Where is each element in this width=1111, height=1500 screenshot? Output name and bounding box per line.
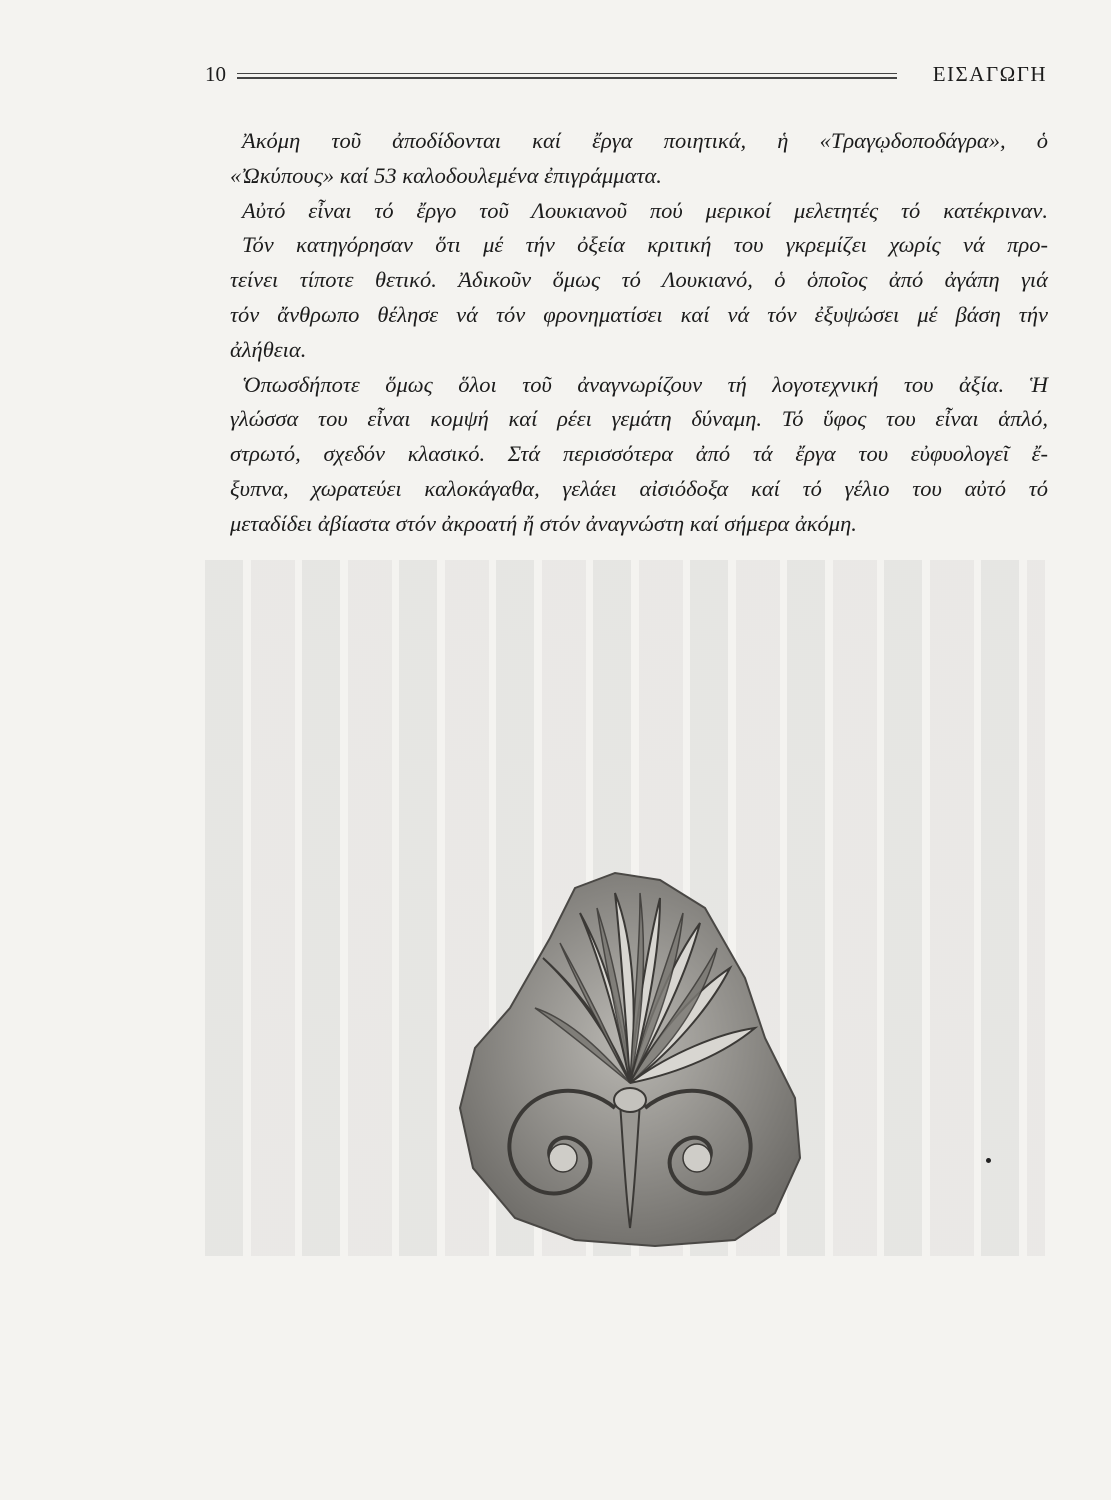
text-line: τείνει τίποτε θετικό. Ἀδικοῦν ὅμως τό Λουκιανό, ὁ ὁποῖος ἀπό ἀγάπη γιά — [230, 267, 1048, 293]
anthemion-palmette-icon — [455, 868, 805, 1248]
body-text — [230, 124, 1048, 542]
header-rule — [237, 73, 897, 79]
text-line: μεταδίδει ἀβίαστα στόν ἀκροατή ἤ στόν ἀναγνώστη καί σήμερα ἀκόμη. — [230, 510, 857, 536]
text-line: Ἀκόμη τοῦ ἀποδίδονται καί ἔργα ποιητικά, ἡ «Τραγῳδοποδάγρα», ὁ — [242, 128, 1048, 153]
text-line: στρωτό, σχεδόν κλασικό. Στά περισσότερα ἀπό τά ἔργα του εὐφυολογεῖ ἔ- — [230, 441, 1048, 467]
page-header — [205, 60, 1047, 90]
print-speck — [986, 1158, 991, 1163]
text-line: Αὐτό εἶναι τό ἔργο τοῦ Λουκιανοῦ πού μερικοί μελετητές τό κατέκριναν. — [242, 197, 1048, 223]
text-line: «Ὠκύπους» καί 53 καλοδουλεμένα ἐπιγράμματα. — [230, 162, 662, 188]
text-line: Ὁπωσδήποτε ὅμως ὅλοι τοῦ ἀναγνωρίζουν τή λογοτεχνική του ἀξία. Ἡ — [242, 371, 1048, 397]
running-head: ΕΙΣΑΓΩΓΗ — [932, 62, 1047, 86]
text-line: τόν ἄνθρωπο θέλησε νά τόν φρονηματίσει καί νά τόν ἐξυψώσει μέ βάση τήν — [230, 301, 1048, 327]
page-number: 10 — [205, 62, 226, 86]
text-line: Τόν κατηγόρησαν ὅτι μέ τήν ὀξεία κριτική του γκρεμίζει χωρίς νά προ- — [242, 232, 1048, 258]
text-line: ξυπνα, χωρατεύει καλοκάγαθα, γελάει αἰσιόδοξα καί τό γέλιο του αὐτό τό — [230, 475, 1048, 501]
text-line: γλώσσα του εἶναι κομψή καί ρέει γεμάτη δύναμη. Τό ὕφος του εἶναι ἁπλό, — [230, 406, 1048, 432]
text-line: ἀλήθεια. — [230, 336, 307, 362]
